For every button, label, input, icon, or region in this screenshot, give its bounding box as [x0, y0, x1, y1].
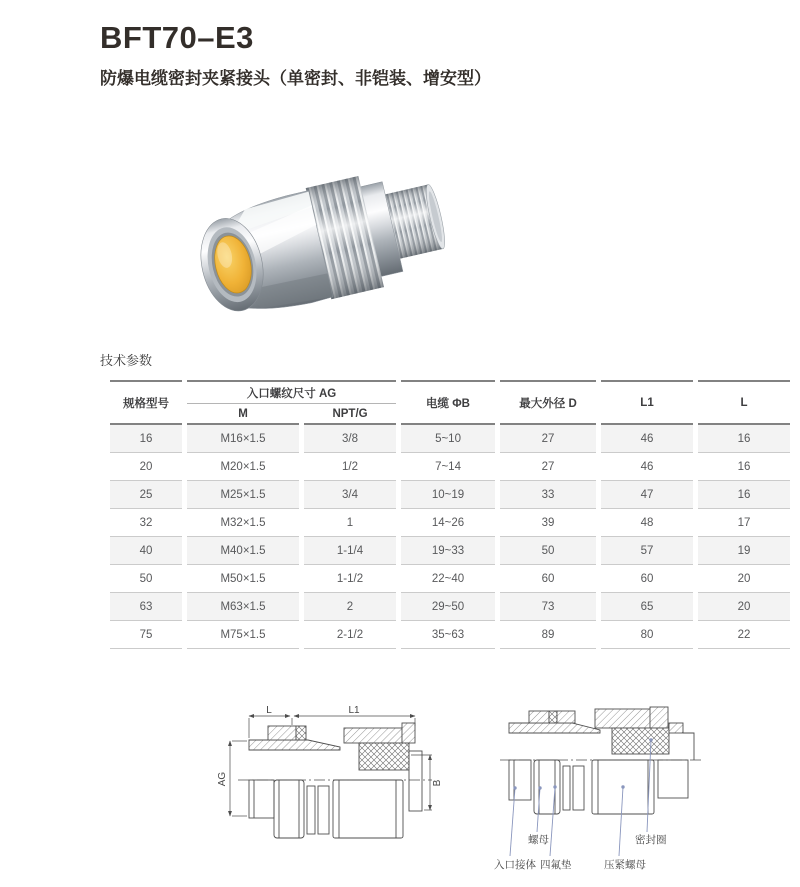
- table-cell: M40×1.5: [187, 537, 299, 565]
- table-cell: 20: [110, 453, 182, 481]
- table-cell: 17: [698, 509, 790, 537]
- page-subtitle: 防爆电缆密封夹紧接头（单密封、非铠装、增安型）: [100, 69, 491, 88]
- table-cell: 63: [110, 593, 182, 621]
- parts-diagram: [492, 696, 712, 878]
- spec-table-container: [105, 380, 795, 649]
- table-cell: 40: [110, 537, 182, 565]
- table-cell: 60: [500, 565, 596, 593]
- table-row: [110, 509, 790, 537]
- table-cell: 7~14: [401, 453, 495, 481]
- col-header-nptg: NPT/G: [304, 404, 396, 425]
- table-cell: M25×1.5: [187, 481, 299, 509]
- section-label: 技术参数: [100, 353, 153, 368]
- spec-table-header: [110, 380, 790, 425]
- table-cell: M16×1.5: [187, 425, 299, 453]
- spec-table-body: [110, 425, 790, 649]
- table-cell: M63×1.5: [187, 593, 299, 621]
- table-cell: 57: [601, 537, 693, 565]
- section-outline: [509, 707, 694, 814]
- table-row: [110, 565, 790, 593]
- col-header-cable: 电缆 ΦB: [401, 380, 495, 425]
- dimension-diagram: [212, 706, 452, 856]
- col-header-m: M: [187, 404, 299, 425]
- table-cell: 46: [601, 425, 693, 453]
- table-row: [110, 425, 790, 453]
- table-cell: 33: [500, 481, 596, 509]
- table-cell: 47: [601, 481, 693, 509]
- table-cell: M32×1.5: [187, 509, 299, 537]
- callout-label-compression-nut: 压紧螺母: [604, 859, 646, 871]
- col-header-l: L: [698, 380, 790, 425]
- table-cell: 1-1/4: [304, 537, 396, 565]
- table-cell: 3/8: [304, 425, 396, 453]
- dim-label-l: L: [266, 706, 272, 716]
- table-cell: 65: [601, 593, 693, 621]
- table-cell: 50: [500, 537, 596, 565]
- table-cell: 22: [698, 621, 790, 649]
- table-cell: 25: [110, 481, 182, 509]
- dim-label-ag: AG: [217, 771, 228, 787]
- table-cell: 5~10: [401, 425, 495, 453]
- table-row: [110, 593, 790, 621]
- table-cell: 80: [601, 621, 693, 649]
- table-cell: 1/2: [304, 453, 396, 481]
- table-cell: 46: [601, 453, 693, 481]
- callout-label-ptfe-gasket: 四氟垫: [540, 859, 572, 871]
- callout-label-seal-ring: 密封圈: [635, 834, 667, 846]
- dim-label-b: B: [432, 779, 443, 787]
- table-cell: M75×1.5: [187, 621, 299, 649]
- parts-diagram-svg: [492, 696, 712, 878]
- table-cell: 32: [110, 509, 182, 537]
- table-cell: 60: [601, 565, 693, 593]
- table-cell: 1: [304, 509, 396, 537]
- table-cell: 19~33: [401, 537, 495, 565]
- table-cell: 2-1/2: [304, 621, 396, 649]
- table-cell: 1-1/2: [304, 565, 396, 593]
- table-cell: M50×1.5: [187, 565, 299, 593]
- table-cell: 29~50: [401, 593, 495, 621]
- table-cell: 2: [304, 593, 396, 621]
- table-cell: 89: [500, 621, 596, 649]
- table-cell: 73: [500, 593, 596, 621]
- table-row: [110, 537, 790, 565]
- table-cell: 27: [500, 425, 596, 453]
- callout-label-nut: 螺母: [528, 834, 549, 846]
- col-header-max-od: 最大外径 D: [500, 380, 596, 425]
- table-cell: 48: [601, 509, 693, 537]
- table-cell: 19: [698, 537, 790, 565]
- table-row: [110, 621, 790, 649]
- col-group-entry-thread: 入口螺纹尺寸 AG: [187, 380, 396, 404]
- table-cell: 75: [110, 621, 182, 649]
- table-row: [110, 453, 790, 481]
- table-cell: 20: [698, 565, 790, 593]
- dim-label-l1: L1: [348, 706, 360, 716]
- table-cell: 16: [698, 453, 790, 481]
- table-cell: M20×1.5: [187, 453, 299, 481]
- product-photo: [150, 100, 450, 318]
- cable-gland-body: [190, 160, 450, 318]
- table-cell: 14~26: [401, 509, 495, 537]
- table-cell: 16: [698, 425, 790, 453]
- table-cell: 20: [698, 593, 790, 621]
- callout-label-entry-body: 入口接体: [494, 859, 536, 871]
- table-cell: 27: [500, 453, 596, 481]
- table-cell: 10~19: [401, 481, 495, 509]
- table-cell: 50: [110, 565, 182, 593]
- table-cell: 22~40: [401, 565, 495, 593]
- col-header-l1: L1: [601, 380, 693, 425]
- table-row: [110, 481, 790, 509]
- table-cell: 16: [110, 425, 182, 453]
- table-cell: 3/4: [304, 481, 396, 509]
- table-cell: 16: [698, 481, 790, 509]
- dimension-diagram-svg: [212, 706, 452, 856]
- product-photo-svg: [150, 100, 450, 318]
- spec-table: [105, 380, 795, 649]
- section-outline: [249, 723, 422, 838]
- col-header-model: 规格型号: [110, 380, 182, 425]
- table-cell: 35~63: [401, 621, 495, 649]
- table-cell: 39: [500, 509, 596, 537]
- page-title: BFT70–E3: [100, 20, 254, 55]
